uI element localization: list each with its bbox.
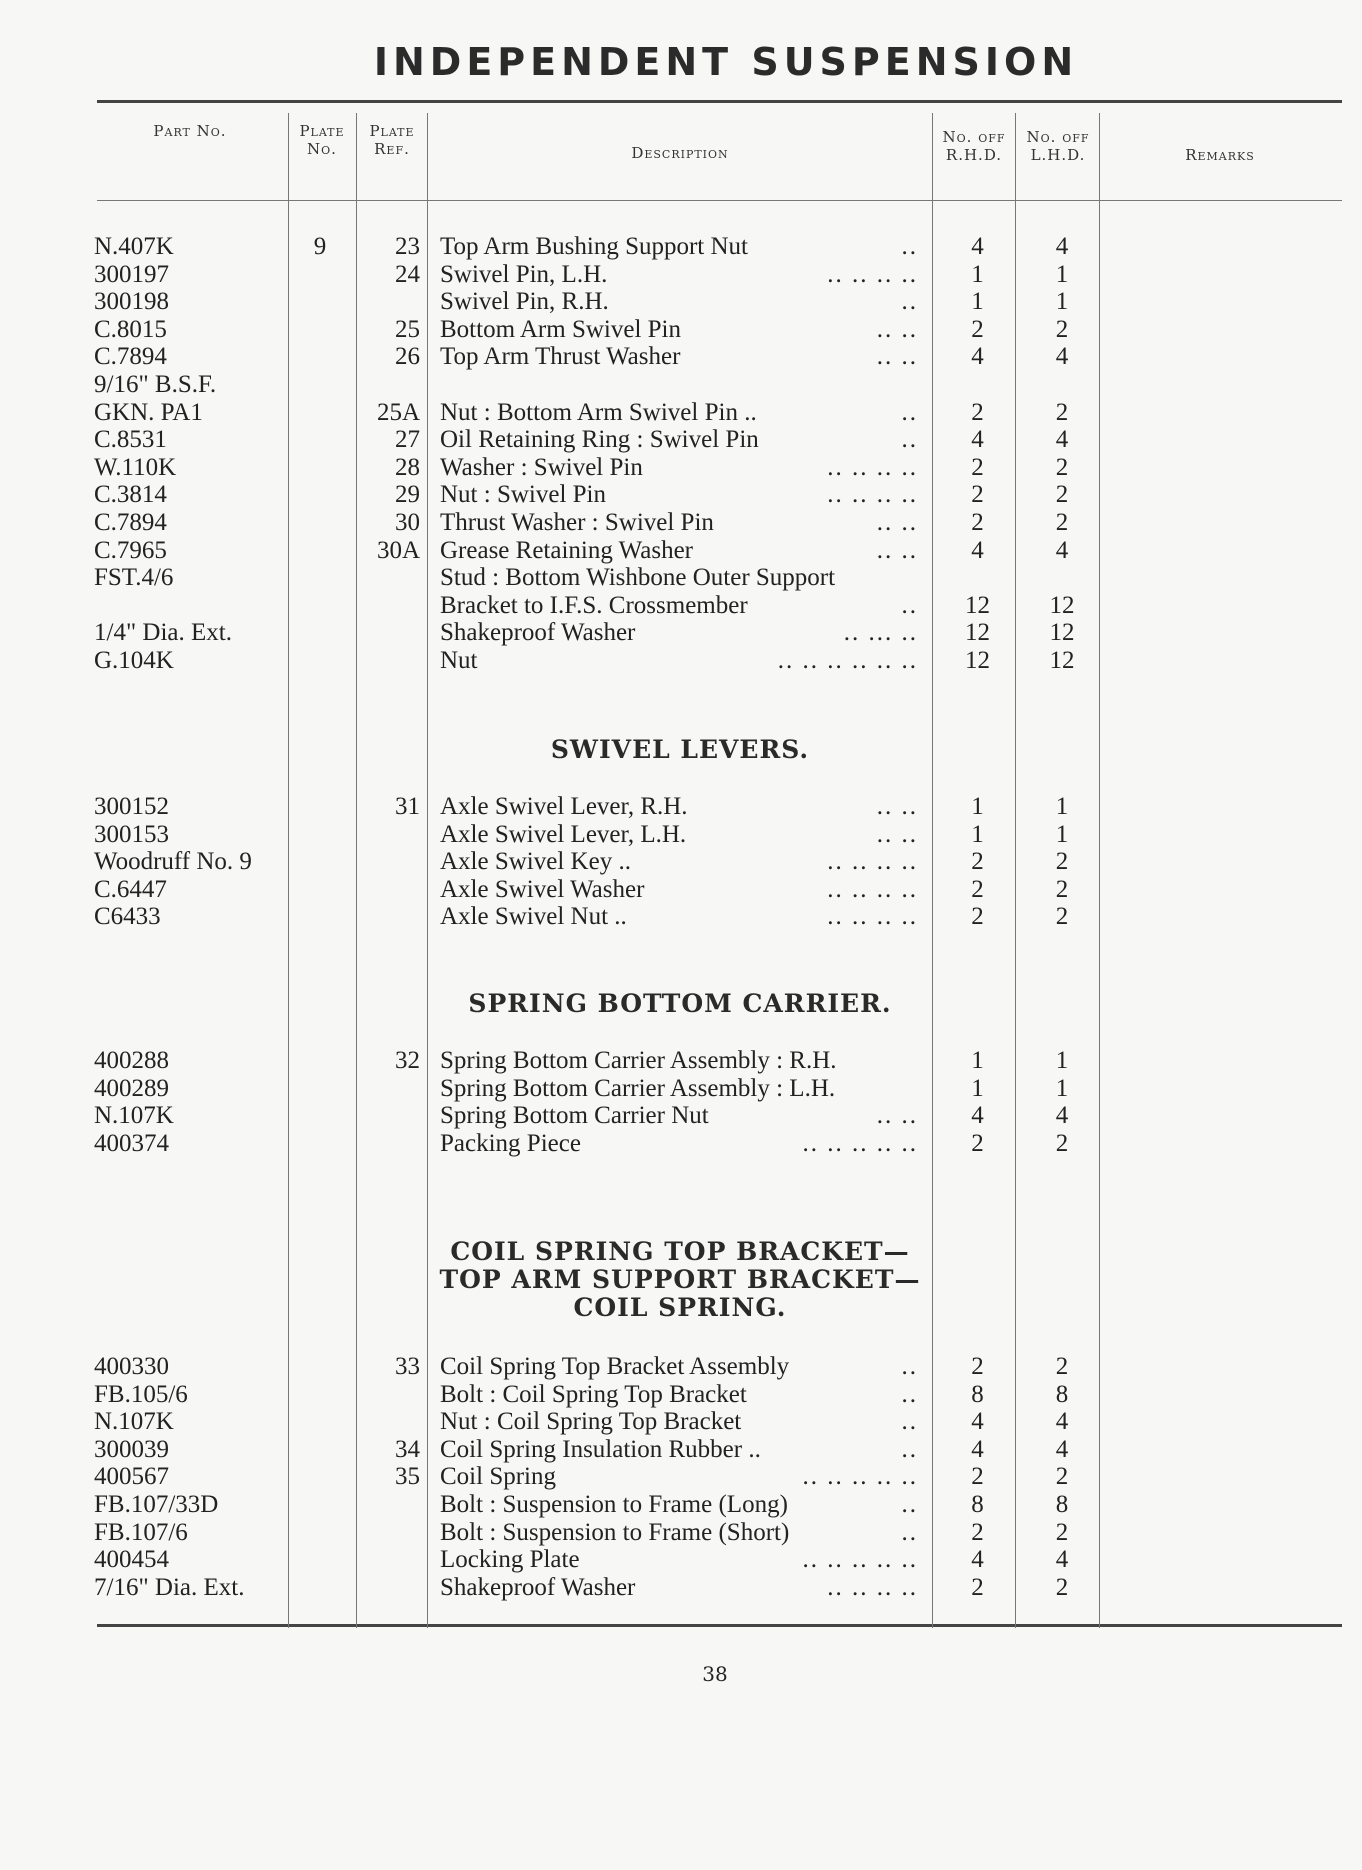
- part-number: GKN. PA1: [94, 399, 203, 426]
- qty-rhd: 2: [971, 316, 984, 343]
- qty-lhd: 4: [1055, 1408, 1069, 1435]
- qty-rhd: 2: [971, 399, 984, 426]
- qty-lhd: 12: [1049, 647, 1075, 674]
- header-rhd: No. off R.H.D.: [942, 128, 1006, 164]
- qty-lhd: 2: [1055, 454, 1069, 481]
- qty-rhd: 4: [971, 1408, 984, 1435]
- description: Shakeproof Washer: [440, 619, 636, 646]
- qty-rhd: 2: [971, 903, 984, 930]
- part-number: 300039: [94, 1436, 169, 1463]
- qty-rhd: 2: [971, 509, 984, 536]
- qty-lhd: 1: [1055, 1075, 1069, 1102]
- part-number: 300152: [94, 793, 169, 820]
- qty-lhd: 1: [1055, 793, 1069, 820]
- plate-ref: 25A: [376, 399, 420, 426]
- plate-number: [288, 564, 352, 592]
- qty-rhd: 4: [971, 426, 984, 453]
- section-heading: COIL SPRING.: [573, 1293, 787, 1322]
- part-number: 300197: [94, 261, 169, 288]
- qty-lhd: 2: [1055, 481, 1069, 508]
- qty-lhd: 2: [1055, 1463, 1069, 1490]
- qty-rhd: [935, 371, 1020, 399]
- description: Grease Retaining Washer: [440, 537, 693, 564]
- plate-number: [288, 261, 352, 289]
- part-number: C.8015: [94, 316, 167, 343]
- description: Nut : Swivel Pin: [440, 481, 606, 508]
- header-description: Description: [631, 144, 729, 162]
- plate-number: [288, 1075, 352, 1103]
- part-number: 300153: [94, 821, 169, 848]
- plate-number: [288, 592, 352, 620]
- qty-rhd: 1: [971, 1075, 984, 1102]
- qty-lhd: 2: [1055, 1574, 1069, 1601]
- qty-rhd: [935, 564, 1020, 592]
- qty-rhd: 2: [971, 1519, 984, 1546]
- qty-lhd: 2: [1055, 509, 1069, 536]
- part-number: C.8531: [94, 426, 167, 453]
- top-rule: [97, 100, 1342, 103]
- qty-lhd: 1: [1055, 288, 1069, 315]
- section-heading: SWIVEL LEVERS.: [550, 735, 810, 764]
- plate-ref: [358, 647, 420, 675]
- plate-ref: [358, 592, 420, 620]
- leader-dots: .. .. .. ..: [827, 903, 918, 930]
- description: Coil Spring: [440, 1463, 556, 1490]
- qty-lhd: 4: [1055, 1436, 1069, 1463]
- leader-dots: .. ..: [876, 316, 918, 343]
- qty-rhd: 4: [971, 537, 984, 564]
- plate-ref: 23: [395, 233, 420, 260]
- plate-ref: [358, 619, 420, 647]
- description: Thrust Washer : Swivel Pin: [440, 509, 714, 536]
- qty-rhd: 8: [971, 1381, 984, 1408]
- plate-ref: [358, 1519, 420, 1547]
- plate-number: [288, 647, 352, 675]
- qty-rhd: 8: [971, 1491, 984, 1518]
- header-plate-no: Plate No.: [299, 122, 345, 158]
- plate-ref: [358, 903, 420, 931]
- leader-dots: .. .. .. ..: [827, 481, 918, 508]
- leader-dots: ..: [901, 1381, 918, 1408]
- plate-ref: 26: [395, 343, 420, 370]
- qty-rhd: 2: [971, 848, 984, 875]
- page-title: INDEPENDENT SUSPENSION: [373, 40, 1079, 84]
- description: Swivel Pin, R.H.: [440, 288, 609, 315]
- part-number: N.107K: [94, 1102, 174, 1129]
- qty-lhd: [1018, 564, 1106, 592]
- description: Axle Swivel Lever, R.H.: [440, 793, 688, 820]
- qty-lhd: 4: [1055, 537, 1069, 564]
- part-number: C.3814: [94, 481, 167, 508]
- description: Spring Bottom Carrier Nut: [440, 1102, 709, 1129]
- description: Bolt : Suspension to Frame (Long): [440, 1491, 788, 1518]
- plate-number: [288, 454, 352, 482]
- leader-dots: .. ..: [876, 1102, 918, 1129]
- leader-dots: .. ..: [876, 793, 918, 820]
- plate-number: [288, 537, 352, 565]
- qty-lhd: 1: [1055, 1047, 1069, 1074]
- qty-rhd: 12: [965, 619, 990, 646]
- description: Coil Spring Top Bracket Assembly: [440, 1353, 790, 1380]
- part-number: FB.107/6: [94, 1519, 188, 1546]
- leader-dots: .. .. .. .. ..: [802, 1463, 918, 1490]
- plate-number: [288, 1047, 352, 1075]
- qty-rhd: 1: [971, 1047, 984, 1074]
- leader-dots: .. .. .. ..: [827, 1574, 918, 1601]
- leader-dots: .. ..: [876, 537, 918, 564]
- part-number: 9/16" B.S.F.: [94, 371, 217, 398]
- leader-dots: ..: [901, 1519, 918, 1546]
- plate-ref: [358, 1381, 420, 1409]
- leader-dots: ..: [901, 592, 918, 619]
- page-number: 38: [702, 1662, 728, 1686]
- plate-ref: 30: [395, 509, 420, 536]
- header-plate-ref: Plate Ref.: [369, 122, 415, 158]
- plate-ref: 33: [395, 1353, 420, 1380]
- leader-dots: .. .. .. ..: [827, 848, 918, 875]
- leader-dots: .. .. .. ..: [827, 454, 918, 481]
- part-number: FST.4/6: [94, 564, 174, 591]
- qty-lhd: 2: [1055, 399, 1069, 426]
- leader-dots: ..: [901, 233, 918, 260]
- leader-dots: .. ..: [876, 509, 918, 536]
- qty-lhd: [1018, 371, 1106, 399]
- part-number: FB.107/33D: [94, 1491, 219, 1518]
- plate-number: [288, 399, 352, 427]
- plate-number: [288, 1130, 352, 1158]
- section-heading: COIL SPRING TOP BRACKET—: [450, 1237, 910, 1266]
- qty-rhd: 2: [971, 1353, 984, 1380]
- description: Shakeproof Washer: [440, 1574, 636, 1601]
- description: Bolt : Coil Spring Top Bracket: [440, 1381, 747, 1408]
- plate-number: [288, 903, 352, 931]
- qty-rhd: 1: [971, 288, 984, 315]
- description: Nut: [440, 647, 478, 674]
- qty-rhd: 4: [971, 233, 984, 260]
- description: Nut : Bottom Arm Swivel Pin ..: [440, 399, 757, 426]
- leader-dots: .. .. .. ..: [827, 261, 918, 288]
- qty-lhd: 2: [1055, 1130, 1069, 1157]
- header-bottom-rule: [97, 200, 1342, 201]
- qty-rhd: 1: [971, 793, 984, 820]
- plate-number: [288, 1102, 352, 1130]
- plate-ref: 30A: [376, 537, 420, 564]
- plate-number: [288, 1381, 352, 1409]
- plate-number: [288, 509, 352, 537]
- plate-ref: [358, 821, 420, 849]
- leader-dots: ..: [901, 1491, 918, 1518]
- qty-rhd: 1: [971, 821, 984, 848]
- qty-rhd: 12: [965, 592, 990, 619]
- part-number: 400567: [94, 1463, 169, 1490]
- description: Spring Bottom Carrier Assembly : L.H.: [440, 1075, 836, 1102]
- header-part-no: Part No.: [153, 122, 227, 140]
- leader-dots: ..: [901, 426, 918, 453]
- qty-lhd: 2: [1055, 876, 1069, 903]
- plate-ref: [358, 876, 420, 904]
- qty-rhd: 2: [971, 1130, 984, 1157]
- header-remarks: Remarks: [1185, 146, 1255, 164]
- plate-ref: 24: [395, 261, 420, 288]
- bottom-rule: [97, 1624, 1342, 1627]
- part-number: Woodruff No. 9: [94, 848, 252, 875]
- qty-rhd: 2: [971, 876, 984, 903]
- description: Washer : Swivel Pin: [440, 454, 643, 481]
- qty-rhd: 2: [971, 1463, 984, 1490]
- plate-ref: [358, 1408, 420, 1436]
- leader-dots: ..: [901, 288, 918, 315]
- plate-number: [288, 288, 352, 316]
- plate-number: [288, 1491, 352, 1519]
- plate-number: [288, 371, 352, 399]
- plate-number: [288, 1463, 352, 1491]
- qty-rhd: 4: [971, 1102, 984, 1129]
- part-number: 400454: [94, 1546, 169, 1573]
- description: Axle Swivel Lever, L.H.: [440, 821, 687, 848]
- part-number: C.7894: [94, 343, 167, 370]
- qty-lhd: 2: [1055, 1353, 1069, 1380]
- leader-dots: [440, 371, 918, 399]
- plate-ref: 32: [395, 1047, 420, 1074]
- section-heading: TOP ARM SUPPORT BRACKET—: [439, 1265, 921, 1294]
- section-heading: SPRING BOTTOM CARRIER.: [468, 989, 892, 1018]
- leader-dots: ..: [901, 1436, 918, 1463]
- plate-ref: 31: [395, 793, 420, 820]
- qty-lhd: 12: [1049, 619, 1075, 646]
- column-divider: [356, 113, 357, 1628]
- part-number: C.6447: [94, 876, 167, 903]
- description: Axle Swivel Washer: [440, 876, 645, 903]
- leader-dots: .. ..: [876, 821, 918, 848]
- plate-number: 9: [313, 233, 327, 260]
- description: Bracket to I.F.S. Crossmember: [440, 592, 748, 619]
- plate-ref: [358, 1130, 420, 1158]
- description: Top Arm Bushing Support Nut: [440, 233, 748, 260]
- leader-dots: .. .. .. .. ..: [802, 1546, 918, 1573]
- qty-lhd: 4: [1055, 1102, 1069, 1129]
- leader-dots: .. ... ..: [843, 619, 918, 646]
- plate-number: [288, 848, 352, 876]
- part-number: C.7965: [94, 537, 167, 564]
- plate-ref: [358, 1574, 420, 1602]
- description: Oil Retaining Ring : Swivel Pin: [440, 426, 759, 453]
- qty-rhd: 2: [971, 454, 984, 481]
- description: Bolt : Suspension to Frame (Short): [440, 1519, 790, 1546]
- plate-number: [288, 426, 352, 454]
- qty-lhd: 4: [1055, 426, 1069, 453]
- qty-lhd: 1: [1055, 821, 1069, 848]
- plate-ref: [358, 848, 420, 876]
- plate-ref: 25: [395, 316, 420, 343]
- header-lhd: No. off L.H.D.: [1026, 128, 1090, 164]
- plate-ref: 28: [395, 454, 420, 481]
- part-number: 7/16" Dia. Ext.: [94, 1574, 245, 1601]
- plate-number: [288, 481, 352, 509]
- plate-number: [288, 619, 352, 647]
- part-number: C.7894: [94, 509, 167, 536]
- column-divider: [932, 113, 933, 1628]
- qty-rhd: 1: [971, 261, 984, 288]
- qty-lhd: 4: [1055, 1546, 1069, 1573]
- plate-number: [288, 876, 352, 904]
- description: Bottom Arm Swivel Pin: [440, 316, 682, 343]
- qty-lhd: 4: [1055, 343, 1069, 370]
- part-number: 400330: [94, 1353, 169, 1380]
- part-number: 400374: [94, 1130, 169, 1157]
- leader-dots: .. .. .. .. ..: [802, 1130, 918, 1157]
- qty-lhd: 12: [1049, 592, 1075, 619]
- part-number: C6433: [94, 903, 161, 930]
- qty-rhd: 4: [971, 343, 984, 370]
- part-number: N.107K: [94, 1408, 174, 1435]
- qty-rhd: 4: [971, 1546, 984, 1573]
- plate-number: [288, 1353, 352, 1381]
- plate-number: [288, 343, 352, 371]
- qty-rhd: 4: [971, 1436, 984, 1463]
- qty-lhd: 2: [1055, 1519, 1069, 1546]
- plate-ref: 34: [395, 1436, 420, 1463]
- leader-dots: .. ..: [876, 343, 918, 370]
- plate-ref: 27: [395, 426, 420, 453]
- plate-number: [288, 821, 352, 849]
- description: Axle Swivel Nut ..: [440, 903, 627, 930]
- plate-ref: [358, 1102, 420, 1130]
- description: Locking Plate: [440, 1546, 580, 1573]
- part-number: 400289: [94, 1075, 169, 1102]
- plate-ref: [358, 371, 420, 399]
- part-number: 300198: [94, 288, 169, 315]
- plate-number: [288, 1519, 352, 1547]
- part-number: W.110K: [94, 454, 177, 481]
- description: Nut : Coil Spring Top Bracket: [440, 1408, 742, 1435]
- plate-ref: [358, 1546, 420, 1574]
- plate-number: [288, 1546, 352, 1574]
- part-number: 400288: [94, 1047, 169, 1074]
- qty-lhd: 1: [1055, 261, 1069, 288]
- plate-number: [288, 793, 352, 821]
- part-number: 1/4" Dia. Ext.: [94, 619, 232, 646]
- plate-ref: [358, 1075, 420, 1103]
- part-number: G.104K: [94, 647, 174, 674]
- part-number: FB.105/6: [94, 1381, 188, 1408]
- plate-ref: [358, 564, 420, 592]
- leader-dots: ..: [901, 1408, 918, 1435]
- qty-lhd: 4: [1055, 233, 1069, 260]
- part-number: N.407K: [94, 233, 174, 260]
- plate-ref: 35: [395, 1463, 420, 1490]
- description: Axle Swivel Key ..: [440, 848, 631, 875]
- qty-lhd: 2: [1055, 316, 1069, 343]
- qty-rhd: 2: [971, 481, 984, 508]
- plate-number: [288, 1408, 352, 1436]
- qty-lhd: 2: [1055, 903, 1069, 930]
- plate-ref: [358, 1491, 420, 1519]
- description: Coil Spring Insulation Rubber ..: [440, 1436, 761, 1463]
- qty-lhd: 8: [1055, 1381, 1069, 1408]
- plate-ref: [358, 288, 420, 316]
- leader-dots: ..: [901, 1353, 918, 1380]
- description: Spring Bottom Carrier Assembly : R.H.: [440, 1047, 837, 1074]
- description: Top Arm Thrust Washer: [440, 343, 681, 370]
- qty-rhd: 2: [971, 1574, 984, 1601]
- plate-number: [288, 1574, 352, 1602]
- description: Swivel Pin, L.H.: [440, 261, 608, 288]
- qty-lhd: 8: [1055, 1491, 1069, 1518]
- qty-rhd: 12: [965, 647, 990, 674]
- plate-ref: 29: [395, 481, 420, 508]
- leader-dots: .. .. .. .. .. ..: [777, 647, 918, 674]
- qty-lhd: 2: [1055, 848, 1069, 875]
- plate-number: [288, 1436, 352, 1464]
- description: Stud : Bottom Wishbone Outer Support: [440, 564, 836, 591]
- description: Packing Piece: [440, 1130, 581, 1157]
- leader-dots: .. .. .. ..: [827, 876, 918, 903]
- leader-dots: ..: [901, 399, 918, 426]
- column-divider: [427, 113, 428, 1628]
- plate-number: [288, 316, 352, 344]
